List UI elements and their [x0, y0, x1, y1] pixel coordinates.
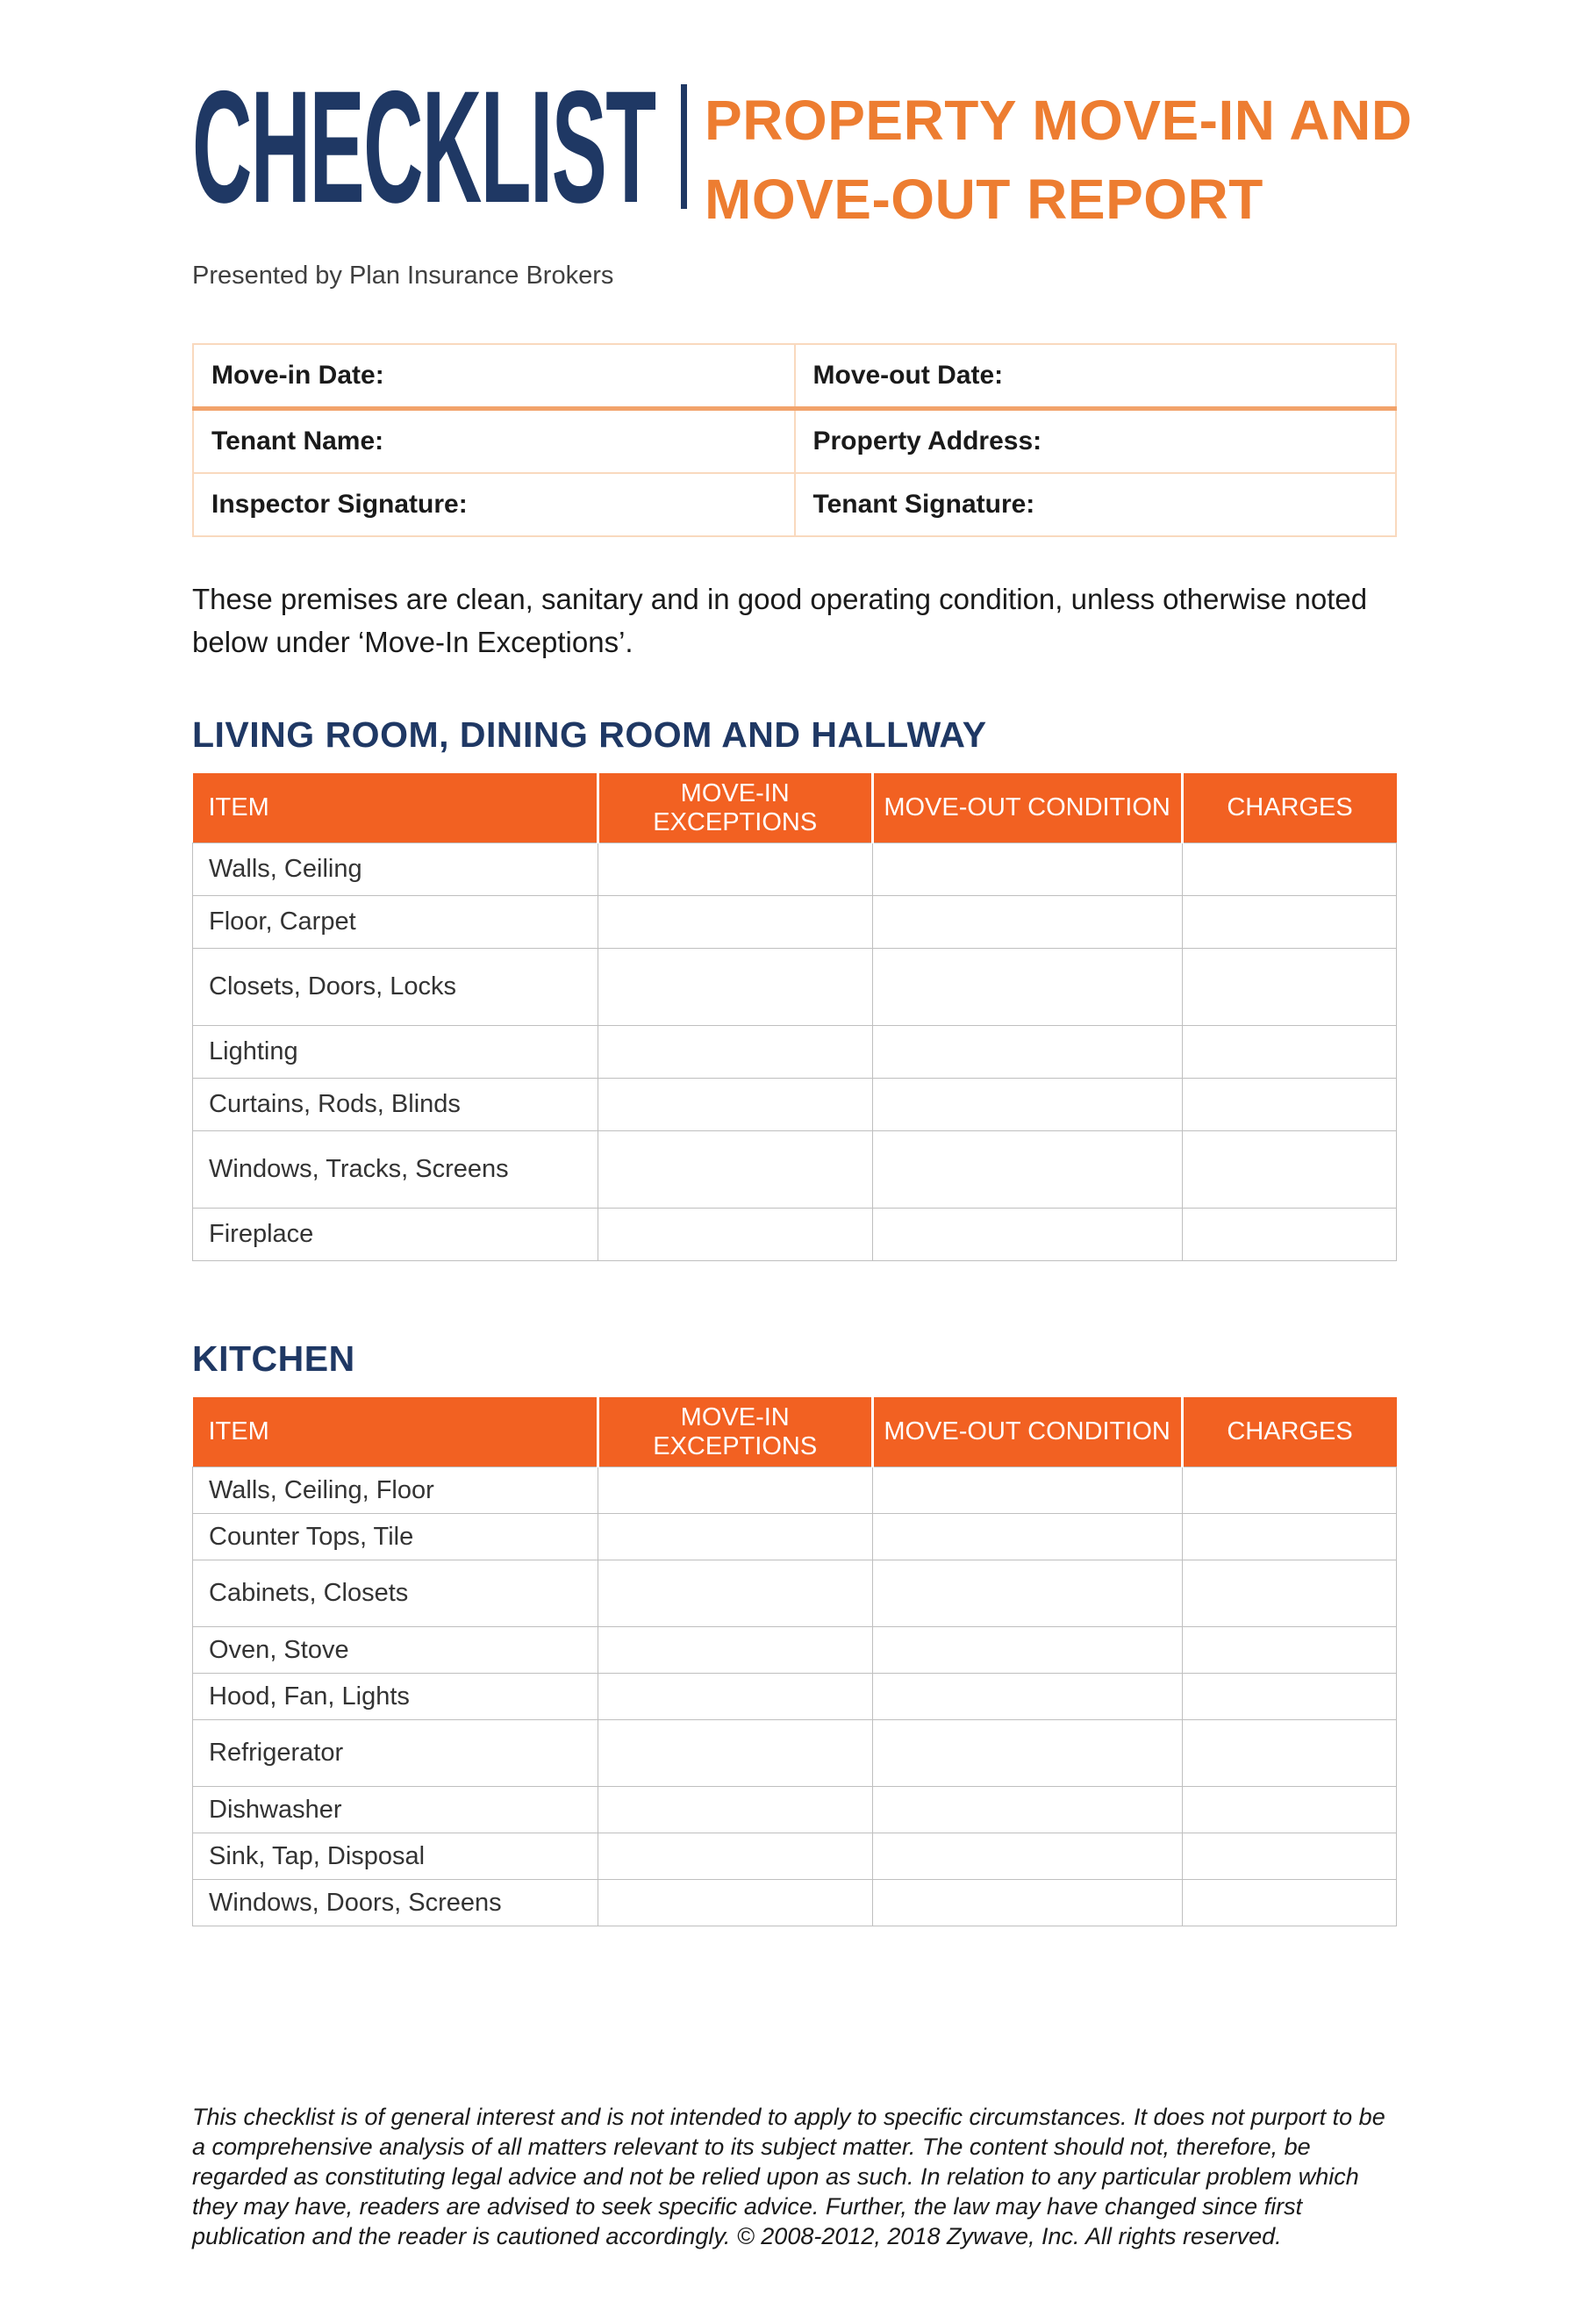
blank-cell-move-out-condition — [872, 1026, 1182, 1079]
table-row — [193, 344, 1396, 409]
info-field-move-in-date: Move-in Date: — [193, 344, 795, 409]
blank-cell-charges — [1182, 1514, 1396, 1560]
blank-cell-move-out-condition — [872, 1209, 1182, 1261]
blank-cell-move-in-exceptions — [598, 1720, 872, 1787]
item-label: Windows, Tracks, Screens — [193, 1131, 598, 1209]
blank-cell-move-in-exceptions — [598, 1880, 872, 1926]
document-page — [0, 57, 1589, 2251]
column-header-move-out-condition: MOVE-OUT CONDITION — [872, 773, 1182, 843]
table-row — [193, 1674, 1397, 1720]
info-field-property-address: Property Address: — [795, 409, 1397, 474]
column-header-item: ITEM — [193, 1397, 598, 1467]
table-row — [193, 1079, 1397, 1131]
blank-cell-move-out-condition — [872, 1674, 1182, 1720]
blank-cell-move-in-exceptions — [598, 949, 872, 1026]
blank-cell-move-in-exceptions — [598, 843, 872, 896]
item-label: Fireplace — [193, 1209, 598, 1261]
info-field-tenant-name: Tenant Name: — [193, 409, 795, 474]
blank-cell-charges — [1182, 1787, 1396, 1833]
section-heading-kitchen: KITCHEN — [192, 1338, 355, 1379]
table-row — [193, 1209, 1397, 1261]
info-field-tenant-signature: Tenant Signature: — [795, 473, 1397, 536]
table-row — [193, 1627, 1397, 1674]
section-heading-living-room: LIVING ROOM, DINING ROOM AND HALLWAY — [192, 714, 987, 755]
blank-cell-move-out-condition — [872, 1514, 1182, 1560]
column-header-charges: CHARGES — [1182, 1397, 1396, 1467]
table-row — [193, 473, 1396, 536]
intro-paragraph: These premises are clean, sanitary and in good operating condition, unless otherwise noted below under ‘Move-In Exceptions’. — [192, 583, 1368, 658]
table-row — [193, 896, 1397, 949]
blank-cell-charges — [1182, 1026, 1396, 1079]
legal-disclaimer: This checklist is of general interest and is not intended to apply to specific circumstances. It does not purport to be a comprehensive analysis of all matters relevant to its subject matter. The content should not, therefore, be regarded as constituting legal advice and not be relied upon as such. In relation to any particular problem which they may have, readers are advised to seek specific advice. Further, the law may have changed since first publication and the reader is cautioned accordingly. © 2008-2012, 2018 Zywave, Inc. All rights reserved. — [192, 2104, 1385, 2249]
blank-cell-move-out-condition — [872, 1787, 1182, 1833]
item-label: Refrigerator — [193, 1720, 598, 1787]
table-row — [193, 1787, 1397, 1833]
item-label: Closets, Doors, Locks — [193, 949, 598, 1026]
blank-cell-charges — [1182, 1209, 1396, 1261]
item-label: Dishwasher — [193, 1787, 598, 1833]
blank-cell-charges — [1182, 1079, 1396, 1131]
blank-cell-move-out-condition — [872, 1627, 1182, 1674]
item-label: Counter Tops, Tile — [193, 1514, 598, 1560]
blank-cell-move-in-exceptions — [598, 1674, 872, 1720]
blank-cell-charges — [1182, 949, 1396, 1026]
blank-cell-move-in-exceptions — [598, 896, 872, 949]
column-header-charges: CHARGES — [1182, 773, 1396, 843]
blank-cell-move-out-condition — [872, 1880, 1182, 1926]
table-header-row — [193, 773, 1397, 843]
logo-divider-bar — [681, 84, 687, 209]
table-row — [193, 1833, 1397, 1880]
blank-cell-move-out-condition — [872, 949, 1182, 1026]
blank-cell-move-out-condition — [872, 1720, 1182, 1787]
living-room-table — [192, 773, 1397, 1261]
blank-cell-move-in-exceptions — [598, 1514, 872, 1560]
blank-cell-charges — [1182, 1467, 1396, 1514]
info-field-move-out-date: Move-out Date: — [795, 344, 1397, 409]
column-header-move-in-exceptions: MOVE-IN EXCEPTIONS — [598, 1397, 872, 1467]
item-label: Windows, Doors, Screens — [193, 1880, 598, 1926]
column-header-move-out-condition: MOVE-OUT CONDITION — [872, 1397, 1182, 1467]
info-field-inspector-signature: Inspector Signature: — [193, 473, 795, 536]
table-row — [193, 1514, 1397, 1560]
table-row — [193, 1720, 1397, 1787]
item-label: Walls, Ceiling — [193, 843, 598, 896]
table-row — [193, 1026, 1397, 1079]
table-row — [193, 1131, 1397, 1209]
blank-cell-move-out-condition — [872, 896, 1182, 949]
info-table — [192, 343, 1397, 537]
blank-cell-move-in-exceptions — [598, 1833, 872, 1880]
presented-by-text: Presented by Plan Insurance Brokers — [192, 262, 614, 290]
blank-cell-move-out-condition — [872, 1560, 1182, 1627]
blank-cell-charges — [1182, 1131, 1396, 1209]
blank-cell-move-in-exceptions — [598, 1467, 872, 1514]
item-label: Walls, Ceiling, Floor — [193, 1467, 598, 1514]
blank-cell-charges — [1182, 1627, 1396, 1674]
blank-cell-charges — [1182, 1674, 1396, 1720]
blank-cell-move-out-condition — [872, 1833, 1182, 1880]
table-header-row — [193, 1397, 1397, 1467]
table-row — [193, 843, 1397, 896]
report-title — [705, 77, 1413, 239]
column-header-item: ITEM — [193, 773, 598, 843]
blank-cell-move-in-exceptions — [598, 1560, 872, 1627]
blank-cell-move-in-exceptions — [598, 1079, 872, 1131]
blank-cell-move-in-exceptions — [598, 1026, 872, 1079]
blank-cell-charges — [1182, 896, 1396, 949]
checklist-logo-wrap — [192, 57, 670, 236]
table-row — [193, 409, 1396, 474]
blank-cell-charges — [1182, 1880, 1396, 1926]
column-header-move-in-exceptions: MOVE-IN EXCEPTIONS — [598, 773, 872, 843]
table-row — [193, 1467, 1397, 1514]
blank-cell-charges — [1182, 1560, 1396, 1627]
blank-cell-move-out-condition — [872, 1079, 1182, 1131]
blank-cell-move-out-condition — [872, 1467, 1182, 1514]
blank-cell-move-in-exceptions — [598, 1627, 872, 1674]
item-label: Hood, Fan, Lights — [193, 1674, 598, 1720]
masthead — [192, 57, 1413, 236]
report-title-line2: MOVE-OUT REPORT — [705, 168, 1263, 231]
blank-cell-move-in-exceptions — [598, 1209, 872, 1261]
blank-cell-charges — [1182, 1720, 1396, 1787]
table-row — [193, 1560, 1397, 1627]
blank-cell-move-in-exceptions — [598, 1131, 872, 1209]
checklist-logo: CHECKLIST — [192, 57, 655, 236]
report-title-line1: PROPERTY MOVE-IN AND — [705, 89, 1413, 152]
blank-cell-move-out-condition — [872, 1131, 1182, 1209]
table-row — [193, 1880, 1397, 1926]
blank-cell-charges — [1182, 843, 1396, 896]
kitchen-table — [192, 1397, 1397, 1926]
item-label: Sink, Tap, Disposal — [193, 1833, 598, 1880]
item-label: Lighting — [193, 1026, 598, 1079]
item-label: Oven, Stove — [193, 1627, 598, 1674]
blank-cell-move-in-exceptions — [598, 1787, 872, 1833]
item-label: Cabinets, Closets — [193, 1560, 598, 1627]
blank-cell-charges — [1182, 1833, 1396, 1880]
item-label: Curtains, Rods, Blinds — [193, 1079, 598, 1131]
blank-cell-move-out-condition — [872, 843, 1182, 896]
item-label: Floor, Carpet — [193, 896, 598, 949]
table-row — [193, 949, 1397, 1026]
